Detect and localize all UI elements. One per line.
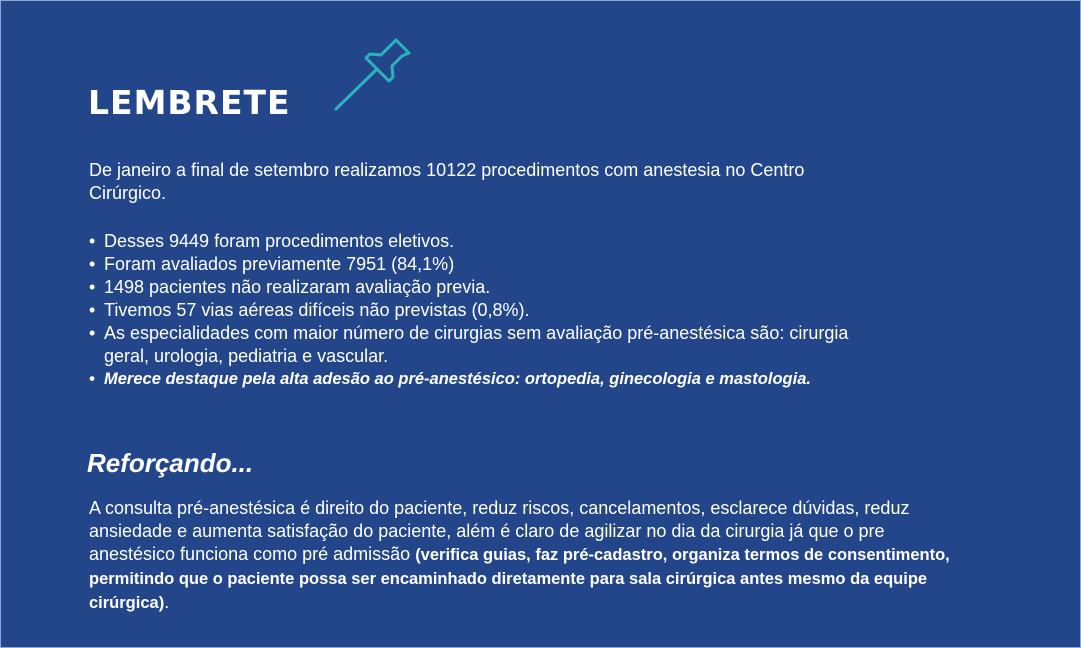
closing-text: A consulta pré-anestésica é direito do paciente, reduz riscos, cancelamentos, esclarece dúvidas, reduz ansiedade e aumenta satisfação do paciente, além é claro de agilizar no dia da cirurgia já que o pre anestésico funciona como pré admissão [89,498,910,564]
page-title: LEMBRETE [88,83,291,122]
closing-bold-text: (verifica guias, faz pré-cadastro, organiza termos de consentimento, permitindo que o paciente possa ser encaminhado diretamente para sala cirúrgica antes mesmo da equipe cirúrgica) [89,546,950,612]
list-item: • Tivemos 57 vias aéreas difíceis não previstas (0,8%). [89,299,889,322]
closing-end: . [164,592,170,612]
list-item: • As especialidades com maior número de cirurgias sem avaliação pré-anestésica são: cirurgia geral, urologia, pediatria e vascular. [89,322,889,368]
section-subtitle: Reforçando... [87,448,254,478]
intro-paragraph: De janeiro a final de setembro realizamos 10122 procedimentos com anestesia no Centro Cirúrgico. [89,160,805,203]
list-item: • Foram avaliados previamente 7951 (84,1%) [89,253,889,276]
pushpin-icon [330,35,414,113]
list-item-highlight: • Merece destaque pela alta adesão ao pré-anestésico: ortopedia, ginecologia e mastologia. [89,368,889,391]
closing-paragraph [89,497,959,615]
list-item: • 1498 pacientes não realizaram avaliação previa. [89,276,889,299]
list-item: • Desses 9449 foram procedimentos eletivos. [89,230,889,253]
header [86,35,426,125]
stats-list [89,230,889,391]
